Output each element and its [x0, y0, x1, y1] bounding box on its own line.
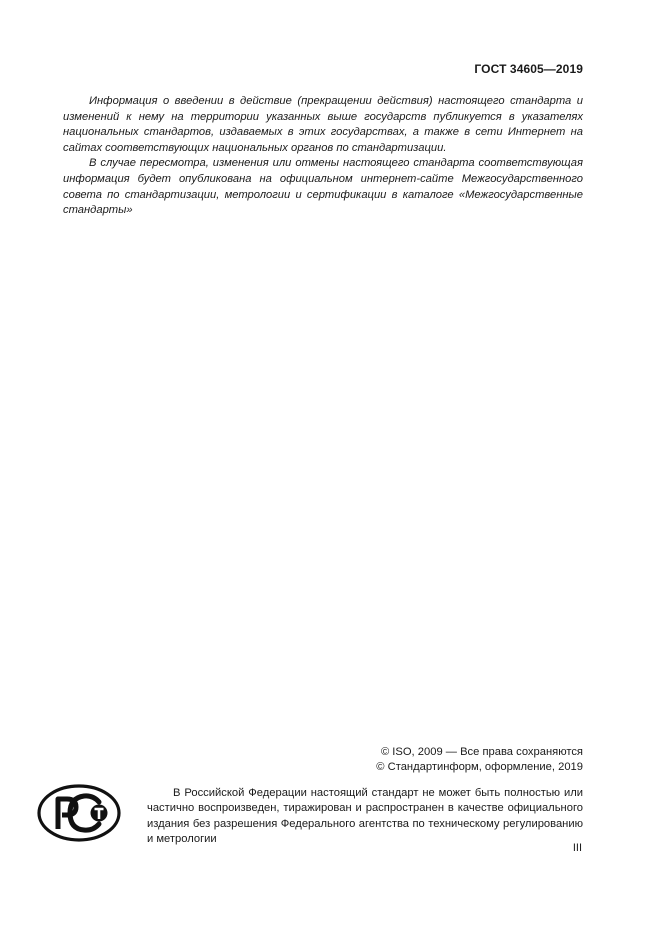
copyright-standartinform: © Стандартинформ, оформление, 2019 — [376, 761, 583, 774]
legal-notice-text: В Российской Федерации настоящий стандарт не может быть полностью или частично воспроизведен, тиражирован и распространен в качестве официального издания без разрешения Федерального агентства по техническому регулированию и метрологии — [147, 787, 583, 846]
copyright-block — [376, 745, 583, 776]
revision-paragraph: В случае пересмотра, изменения или отмены настоящего стандарта соответствующая информация будет опубликована на официальном интернет-сайте Межгосударственного совета по стандартизации, метрологии и сертификации в каталоге «Межгосударственные стандарты» — [63, 157, 583, 217]
body-text — [63, 94, 583, 219]
copyright-iso: © ISO, 2009 — Все права сохраняются — [380, 746, 583, 758]
gost-rst-logo-icon — [36, 783, 122, 843]
legal-notice — [147, 786, 583, 848]
document-code: ГОСТ 34605—2019 — [474, 62, 583, 76]
info-paragraph: Информация о введении в действие (прекращении действия) настоящего стандарта и изменений к нему на территории указанных выше государств публикуется в указателях национальных стандартов, издаваемых в этих государствах, а также в сети Интернет на сайтах соответствующих национальных органов по стандартизации. — [63, 95, 583, 154]
page-number: III — [572, 842, 582, 854]
